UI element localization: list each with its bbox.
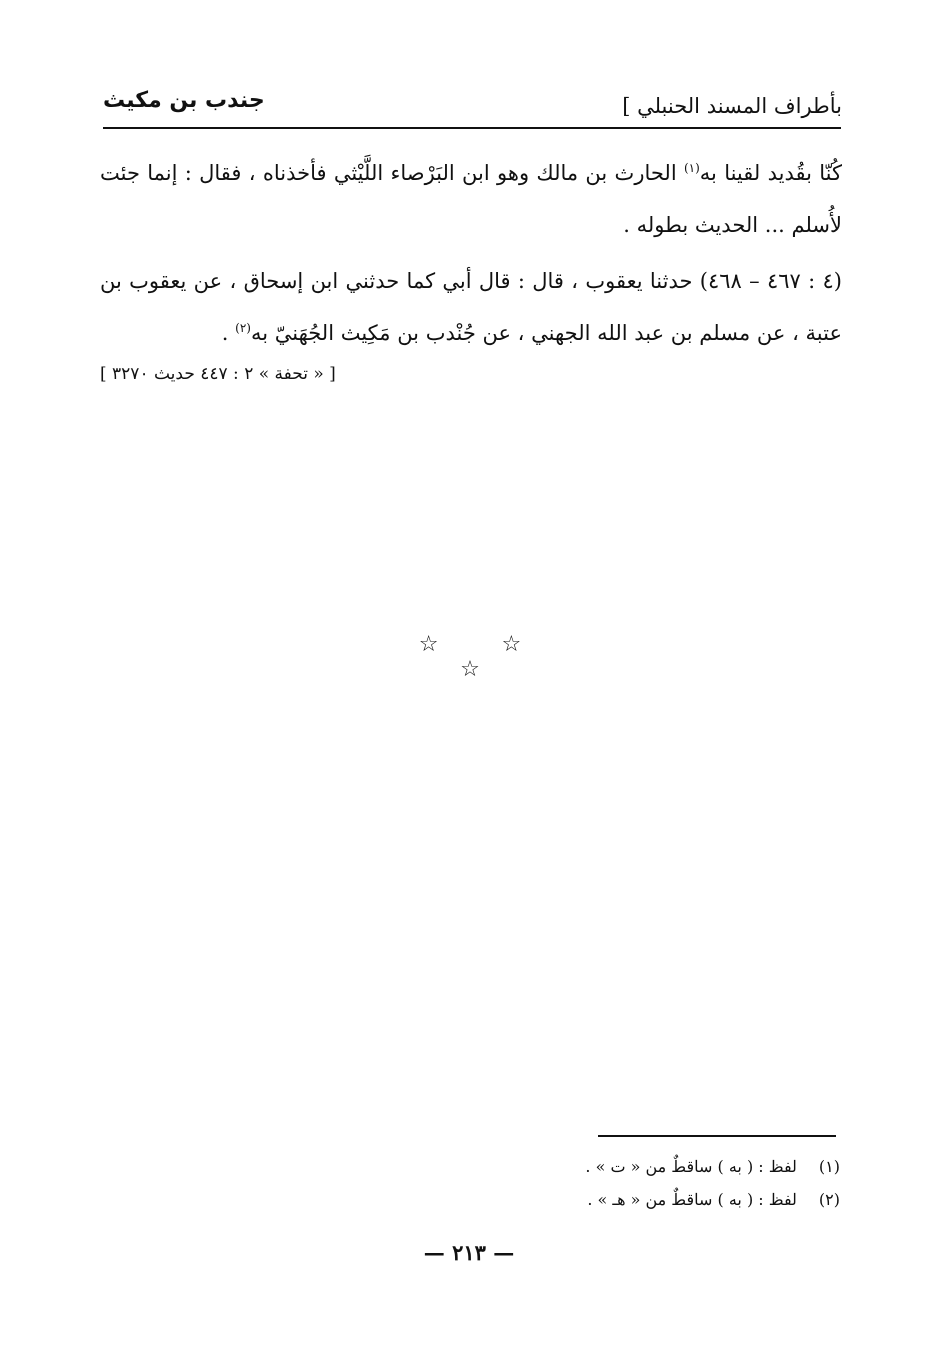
footnote-2-number: (٢) (818, 1190, 840, 1209)
paragraph-2-text: (٤ : ٤٦٧ – ٤٦٨) حدثنا يعقوب ، قال : قال أبي كما حدثني ابن إسحاق ، عن يعقوب بن عتبة ، عن مسلم بن عبد الله الجهني ، عن جُنْدب بن مَكِيث الجُهَنيّ به (100, 269, 842, 345)
footnote-2-text: لفظ : ( به ) ساقطٌ من « هـ » . (587, 1190, 797, 1209)
book-title: بأطراف المسند الحنبلي ] (622, 94, 842, 118)
footnote-1-text: لفظ : ( به ) ساقطٌ من « ت » . (585, 1157, 797, 1176)
header-rule (103, 127, 841, 129)
footnote-ref-1: (١) (683, 161, 700, 175)
paragraph-1-rest: الحارث بن مالك وهو ابن البَرْصاء اللَّيْثي فأخذناه ، فقال : إنما جئت لأُسلم ... الحديث بطوله . (100, 161, 842, 237)
citation: [ « تحفة » ٢ : ٤٤٧ حديث ٣٢٧٠ ] (100, 364, 336, 384)
footnote-2 (480, 1190, 840, 1209)
paragraph-2 (100, 255, 842, 359)
footnote-ref-2: (٢) (235, 321, 251, 335)
paragraph-2-end: . (221, 321, 236, 345)
footnote-rule (598, 1135, 836, 1137)
paragraph-1 (100, 147, 842, 251)
footnote-1-number: (١) (818, 1157, 840, 1176)
paragraph-1-text: كُنّا بقُديد لقينا به (699, 161, 842, 185)
page-number: — ٢١٣ — (423, 1240, 515, 1265)
chapter-title: جندب بن مكيث (103, 88, 265, 113)
footnote-1 (480, 1157, 840, 1176)
section-separator-stars: ☆ ☆ ☆ (418, 632, 550, 682)
